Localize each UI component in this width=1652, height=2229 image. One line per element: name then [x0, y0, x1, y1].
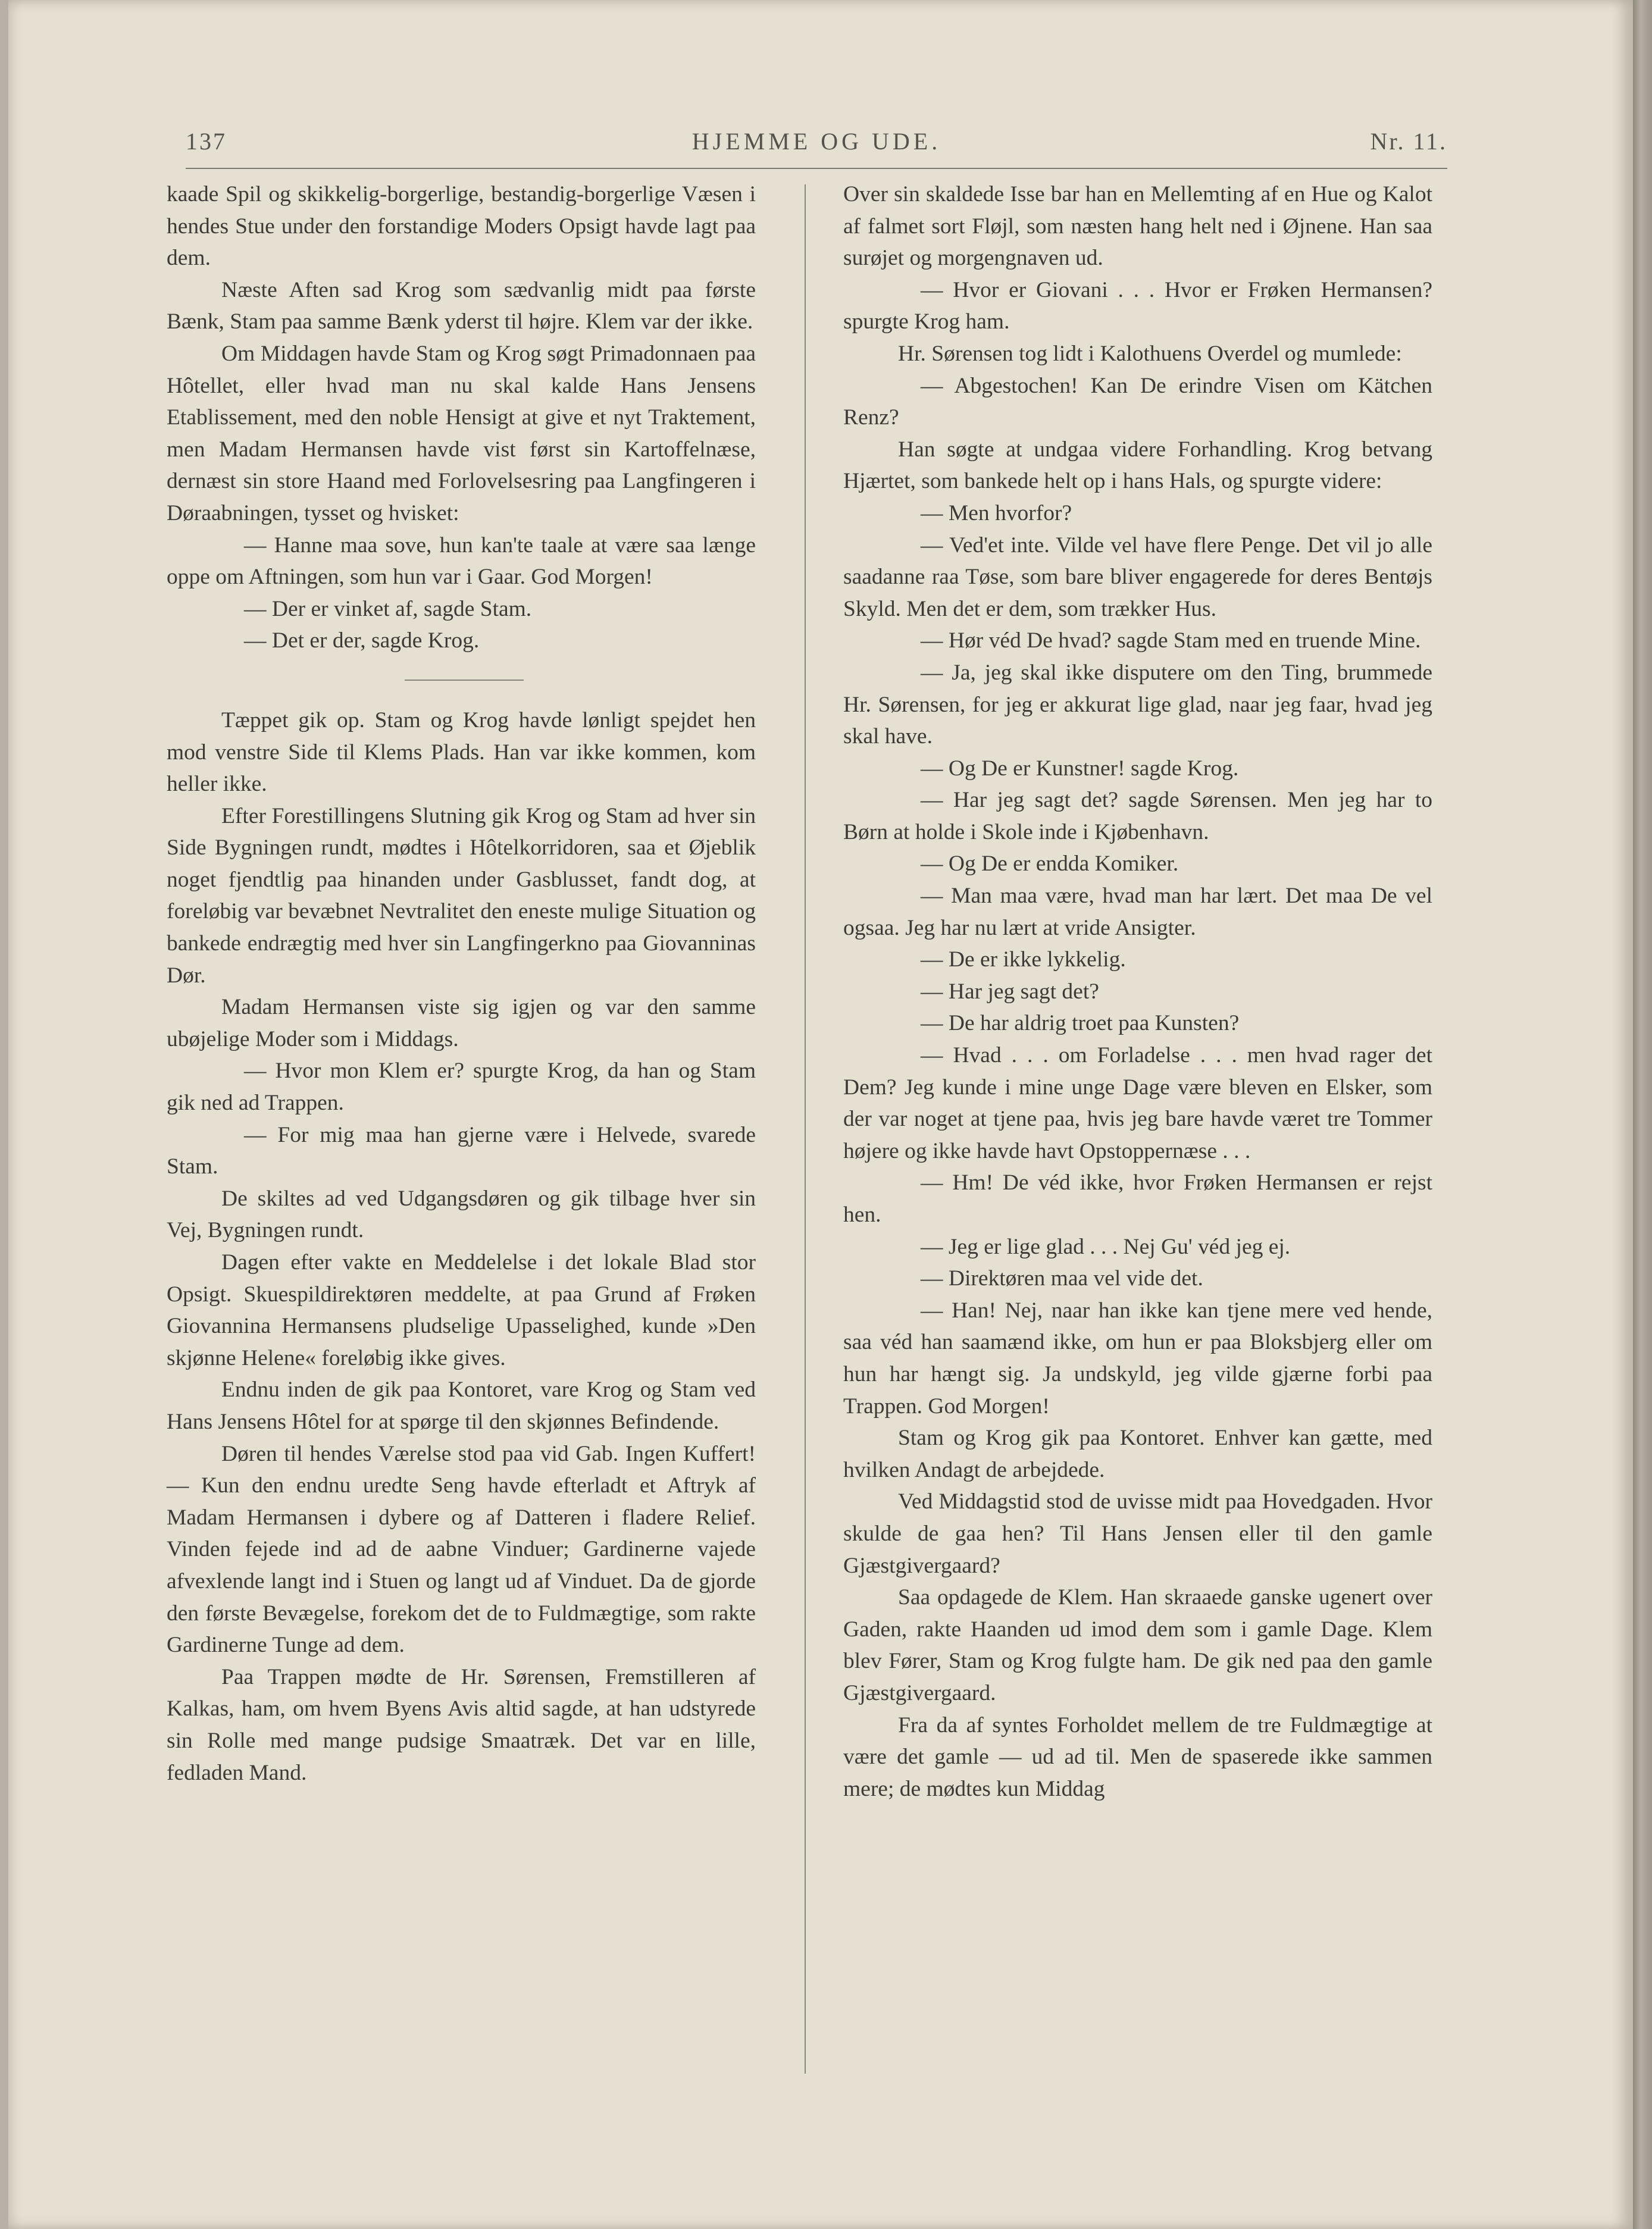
paragraph: Døren til hendes Værelse stod paa vid Gab. Ingen Kuffert! — Kun den endnu uredte Seng havde efterladt et Aftryk af Madam Hermansen i dybere og af Datteren i fladere Relief. Vinden fejede ind ad de aabne Vinduer; Gardinerne vajede afvexlende langt ind i Stuen og langt ud af Vinduet. Da de gjorde den første Bevægelse, forekom det de to Fuldmægtige, som rakte Gardinerne Tunge ad dem. — [167, 1441, 756, 1658]
paragraph: Saa opdagede de Klem. Han skraaede ganske ugenert over Gaden, rakte Haanden ud imod dem som i gamle Dage. Klem blev Fører, Stam og Krog fulgte ham. De gik ned paa den gamle Gjæstgivergaard. — [843, 1585, 1432, 1705]
paragraph: Efter Forestillingens Slutning gik Krog og Stam ad hver sin Side Bygningen rundt, mødtes i Hôtelkorridoren, saa et Øjeblik noget fjendtlig paa hinanden under Gasblusset, fandt dog, at foreløbig var bevæbnet Nevtralitet den eneste mulige Situation og bankede endrægtig med hver sin Langfingerkno paa Giovanninas Dør. — [167, 803, 756, 988]
periodical-title: HJEMME OG UDE. — [692, 128, 941, 155]
paragraph: — Jeg er lige glad . . . Nej Gu' véd jeg ej. — [921, 1234, 1291, 1259]
paragraph: — Og De er endda Komiker. — [921, 851, 1179, 876]
paragraph: — Det er der, sagde Krog. — [244, 628, 480, 653]
paragraph: — Ja, jeg skal ikke disputere om den Ting, brummede Hr. Sørensen, for jeg er akkurat lige glad, naar jeg faar, hvad jeg skal have. — [843, 660, 1432, 749]
paragraph: — For mig maa han gjerne være i Helvede, svarede Stam. — [167, 1122, 756, 1179]
paragraph: Paa Trappen mødte de Hr. Sørensen, Fremstilleren af Kalkas, ham, om hvem Byens Avis altid sagde, at han udstyrede sin Rolle med mange pudsige Smaatræk. Det var en lille, fedladen Mand. — [167, 1664, 756, 1785]
paragraph: — Hør véd De hvad? sagde Stam med en truende Mine. — [921, 628, 1421, 653]
paragraph: Han søgte at undgaa videre Forhandling. Krog betvang Hjærtet, som bankede helt op i hans Hals, og spurgte videre: — [843, 437, 1432, 494]
paragraph: — Hm! De véd ikke, hvor Frøken Hermansen er rejst hen. — [843, 1170, 1432, 1227]
running-header — [186, 124, 1447, 159]
paragraph: Fra da af syntes Forholdet mellem de tre Fuldmægtige at være det gamle — ud ad til. Men de spaserede ikke sammen mere; de mødtes kun Middag — [843, 1713, 1432, 1801]
paragraph: — Han! Nej, naar han ikke kan tjene mere ved hende, saa véd han saamænd ikke, om hun er paa Bloksbjerg eller om hun har hængt sig. Ja undskyld, jeg vilde gjærne forbi paa Trappen. God Morgen! — [843, 1298, 1432, 1419]
right-column — [843, 179, 1432, 1805]
paragraph: Tæppet gik op. Stam og Krog havde lønligt spejdet hen mod venstre Side til Klems Plads. Han var ikke kommen, kom heller ikke. — [167, 707, 756, 797]
paragraph: — Hvor mon Klem er? spurgte Krog, da han og Stam gik ned ad Trappen. — [167, 1059, 756, 1116]
paragraph: kaade Spil og skikkelig-borgerlige, bestandig-borgerlige Væsen i hendes Stue under den forstandige Moders Opsigt havde lagt paa dem. — [167, 182, 756, 271]
paragraph: — Hvor er Giovani . . . Hvor er Frøken Hermansen? spurgte Krog ham. — [843, 277, 1432, 334]
paragraph: — Og De er Kunstner! sagde Krog. — [921, 756, 1239, 781]
paragraph: — Men hvorfor? — [921, 500, 1072, 525]
page-number: 137 — [186, 128, 227, 155]
paragraph: — De er ikke lykkelig. — [921, 947, 1126, 972]
column-divider — [805, 184, 806, 2074]
paragraph: Om Middagen havde Stam og Krog søgt Primadonnaen paa Hôtellet, eller hvad man nu skal kalde Hans Jensens Etablissement, med den noble Hensigt at give et nyt Traktement, men Madam Hermansen havde vist først sin Kartoffelnæse, dernæst sin store Haand med Forlovelsesring paa Langfingeren i Døraabningen, tysset og hvisket: — [167, 341, 756, 525]
paragraph: Stam og Krog gik paa Kontoret. Enhver kan gætte, med hvilken Andagt de arbejdede. — [843, 1426, 1432, 1482]
paragraph: Ved Middagstid stod de uvisse midt paa Hovedgaden. Hvor skulde de gaa hen? Til Hans Jensen eller til den gamle Gjæstgivergaard? — [843, 1489, 1432, 1578]
header-rule — [186, 168, 1447, 169]
paragraph: — Direktøren maa vel vide det. — [921, 1266, 1203, 1291]
paragraph: — Hvad . . . om Forladelse . . . men hvad rager det Dem? Jeg kunde i mine unge Dage være bleven en Elsker, som der var noget at tjene paa, hvis jeg bare havde været tre Tommer højere og ikke havde havt Opstoppernæse . . . — [843, 1043, 1432, 1163]
left-column — [167, 179, 756, 1789]
paragraph: — Hanne maa sove, hun kan'te taale at være saa længe oppe om Aftningen, som hun var i Gaar. God Morgen! — [167, 533, 756, 590]
paragraph: Over sin skaldede Isse bar han en Mellemting af en Hue og Kalot af falmet sort Fløjl, som næsten hang helt ned i Øjnene. Han saa surøjet og morgengnaven ud. — [843, 182, 1432, 271]
section-break — [167, 657, 756, 705]
paragraph: Dagen efter vakte en Meddelelse i det lokale Blad stor Opsigt. Skuespildirektøren meddelte, at paa Grund af Frøken Giovannina Hermansens pludselige Upasselighed, kunde »Den skjønne Helene« foreløbig ikke gives. — [167, 1250, 756, 1370]
section-break-rule — [405, 680, 524, 681]
paragraph: — Har jeg sagt det? sagde Sørensen. Men jeg har to Børn at holde i Skole inde i Kjøbenhavn. — [843, 788, 1432, 844]
paragraph: — Man maa være, hvad man har lært. Det maa De vel ogsaa. Jeg har nu lært at vride Ansigter. — [843, 884, 1432, 940]
paragraph: — Der er vinket af, sagde Stam. — [244, 596, 532, 621]
paragraph: Næste Aften sad Krog som sædvanlig midt paa første Bænk, Stam paa samme Bænk yderst til højre. Klem var der ikke. — [167, 277, 756, 334]
paragraph: Hr. Sørensen tog lidt i Kalothuens Overdel og mumlede: — [898, 341, 1402, 366]
page-edge — [1633, 0, 1652, 2229]
paragraph: Madam Hermansen viste sig igjen og var den samme ubøjelige Moder som i Middags. — [167, 995, 756, 1051]
paragraph: — Abgestochen! Kan De erindre Visen om Kätchen Renz? — [843, 373, 1432, 430]
issue-number: Nr. 11. — [1370, 128, 1447, 155]
paragraph: — De har aldrig troet paa Kunsten? — [921, 1011, 1240, 1036]
paragraph: — Ved'et inte. Vilde vel have flere Penge. Det vil jo alle saadanne raa Tøse, som bare bliver engagerede for deres Bentøjs Skyld. Men det er dem, som trækker Hus. — [843, 533, 1432, 621]
paragraph: — Har jeg sagt det? — [921, 979, 1099, 1004]
paragraph: De skiltes ad ved Udgangsdøren og gik tilbage hver sin Vej, Bygningen rundt. — [167, 1186, 756, 1243]
paragraph: Endnu inden de gik paa Kontoret, vare Krog og Stam ved Hans Jensens Hôtel for at spørge til den skjønnes Befindende. — [167, 1378, 756, 1434]
